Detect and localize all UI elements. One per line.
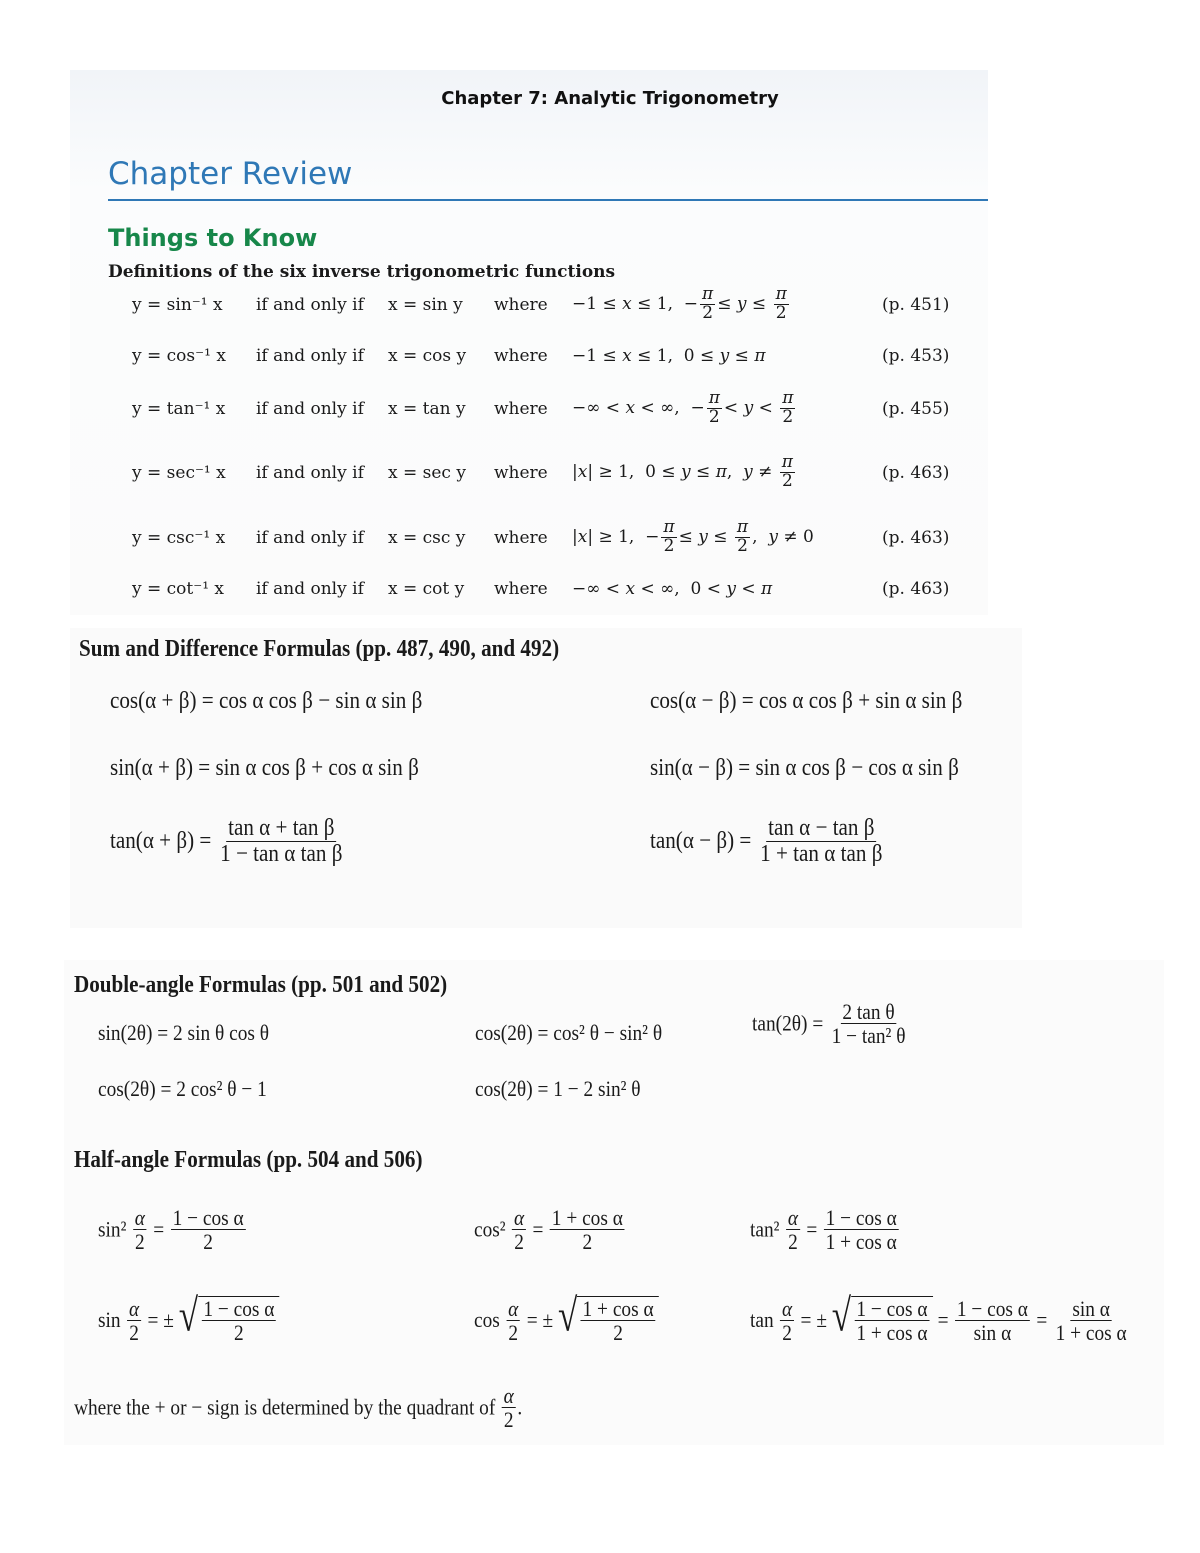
tan-double-angle-formula: tan(2θ) = $\frac{\text{2 tan θ}}{\text{1 − tan² θ}}$ — [752, 999, 906, 1049]
def-row-cot-equation: x = cot y — [388, 579, 465, 599]
def-row-sec-where: where — [494, 463, 548, 483]
def-row-sin-page: (p. 451) — [882, 295, 950, 315]
cos-double-angle-formula-a: cos(2θ) = cos² θ − sin² θ — [475, 1020, 663, 1045]
def-row-cos-equation: x = cos y — [388, 346, 467, 366]
def-row-sec-domain: |x| ≥ 1, 0 ≤ y ≤ π, y ≠ $\frac{\pi}{2}$ — [572, 452, 793, 491]
sum-difference-title: Sum and Difference Formulas (pp. 487, 490, and 492) — [79, 636, 560, 662]
def-row-sin-function: y = sin⁻¹ x — [132, 295, 223, 315]
def-row-tan-connector: if and only if — [256, 399, 364, 419]
def-row-sin-domain: −1 ≤ x ≤ 1, − $\frac{\pi}{2}$ ≤ y ≤ $\frac{\pi}{2}$ — [572, 284, 787, 323]
cos-difference-formula: cos(α − β) = cos α cos β + sin α sin β — [650, 688, 963, 714]
tan-squared-half-angle-formula: tan² $\frac{\alpha}{2}$ = $\frac{\text{1 − cos α}}{\text{1 + cos α}}$ — [750, 1205, 897, 1255]
def-row-cos-where: where — [494, 346, 548, 366]
def-row-cos-page: (p. 453) — [882, 346, 950, 366]
tan-sum-formula: tan(α + β) = $\frac{\text{tan α + tan β}}{\text{1 − tan α tan β}}$ — [110, 815, 343, 868]
def-row-sec-function: y = sec⁻¹ x — [132, 463, 226, 483]
def-row-sin-equation: x = sin y — [388, 295, 463, 315]
def-row-csc-domain: |x| ≥ 1, − $\frac{\pi}{2}$ ≤ y ≤ $\frac{\pi}{2}$ , y ≠ 0 — [572, 517, 814, 556]
square-root-symbol: √ $\frac{\text{1 − cos α}}{2}$ — [179, 1296, 280, 1344]
cos-sum-formula: cos(α + β) = cos α cos β − sin α sin β — [110, 688, 423, 714]
title-divider — [108, 199, 988, 201]
def-row-tan-equation: x = tan y — [388, 399, 466, 419]
sin-half-angle-formula: sin $\frac{\alpha}{2}$ = ± √ $\frac{\text{1 − cos α}}{2}$ — [98, 1296, 304, 1344]
sin-double-angle-formula: sin(2θ) = 2 sin θ cos θ — [98, 1020, 270, 1045]
tan-half-angle-formula: tan $\frac{\alpha}{2}$ = ± √ $\frac{\text{1 − cos α}}{\text{1 + cos α}}$ = $\frac{\text{1 − cos α}}{\text{sin α}}$ = $\frac{\text{sin α}}{\text{1 + cos α}}$ — [750, 1288, 1127, 1346]
def-row-sin-connector: if and only if — [256, 295, 364, 315]
half-angle-title: Half-angle Formulas (pp. 504 and 506) — [74, 1147, 423, 1173]
cos-double-angle-formula-c: cos(2θ) = 1 − 2 sin² θ — [475, 1076, 641, 1101]
def-row-csc-page: (p. 463) — [882, 528, 950, 548]
def-row-cot-function: y = cot⁻¹ x — [132, 579, 225, 599]
def-row-csc-where: where — [494, 528, 548, 548]
chapter-review-title: Chapter Review — [108, 156, 353, 192]
def-row-tan-function: y = tan⁻¹ x — [132, 399, 226, 419]
def-row-sec-page: (p. 463) — [882, 463, 950, 483]
def-row-cos-connector: if and only if — [256, 346, 364, 366]
double-angle-title: Double-angle Formulas (pp. 501 and 502) — [74, 972, 448, 998]
def-row-tan-page: (p. 455) — [882, 399, 950, 419]
def-row-tan-domain: −∞ < x < ∞, − $\frac{\pi}{2}$ < y < $\frac{\pi}{2}$ — [572, 388, 794, 427]
cos-half-angle-formula: cos $\frac{\alpha}{2}$ = ± √ $\frac{\text{1 + cos α}}{2}$ — [474, 1296, 684, 1344]
def-row-sec-equation: x = sec y — [388, 463, 466, 483]
def-row-tan-where: where — [494, 399, 548, 419]
square-root-symbol: √ $\frac{\text{1 − cos α}}{\text{1 + cos α}}$ — [832, 1296, 933, 1344]
def-row-cot-domain: −∞ < x < ∞, 0 < y < π — [572, 579, 773, 599]
def-row-cot-connector: if and only if — [256, 579, 364, 599]
def-row-csc-function: y = csc⁻¹ x — [132, 528, 226, 548]
sin-difference-formula: sin(α − β) = sin α cos β − cos α sin β — [650, 755, 959, 781]
square-root-symbol: √ $\frac{\text{1 + cos α}}{2}$ — [558, 1296, 659, 1344]
def-row-cos-domain: −1 ≤ x ≤ 1, 0 ≤ y ≤ π — [572, 346, 766, 366]
def-row-csc-connector: if and only if — [256, 528, 364, 548]
sign-note: where the + or − sign is determined by the quadrant of $\frac{\alpha}{2}$ . — [74, 1383, 523, 1433]
def-row-cot-page: (p. 463) — [882, 579, 950, 599]
sin-squared-half-angle-formula: sin² $\frac{\alpha}{2}$ = $\frac{\text{1 − cos α}}{2}$ — [98, 1205, 244, 1255]
def-row-cos-function: y = cos⁻¹ x — [132, 346, 226, 366]
def-row-sin-where: where — [494, 295, 548, 315]
def-row-csc-equation: x = csc y — [388, 528, 466, 548]
definitions-title: Definitions of the six inverse trigonometric functions — [108, 262, 616, 282]
def-row-cot-where: where — [494, 579, 548, 599]
tan-difference-formula: tan(α − β) = $\frac{\text{tan α − tan β}}{\text{1 + tan α tan β}}$ — [650, 815, 883, 868]
cos-squared-half-angle-formula: cos² $\frac{\alpha}{2}$ = $\frac{\text{1 + cos α}}{2}$ — [474, 1205, 623, 1255]
def-row-sec-connector: if and only if — [256, 463, 364, 483]
things-to-know-title: Things to Know — [108, 224, 318, 252]
sin-sum-formula: sin(α + β) = sin α cos β + cos α sin β — [110, 755, 419, 781]
cos-double-angle-formula-b: cos(2θ) = 2 cos² θ − 1 — [98, 1076, 267, 1101]
chapter-header: Chapter 7: Analytic Trigonometry — [441, 88, 779, 109]
